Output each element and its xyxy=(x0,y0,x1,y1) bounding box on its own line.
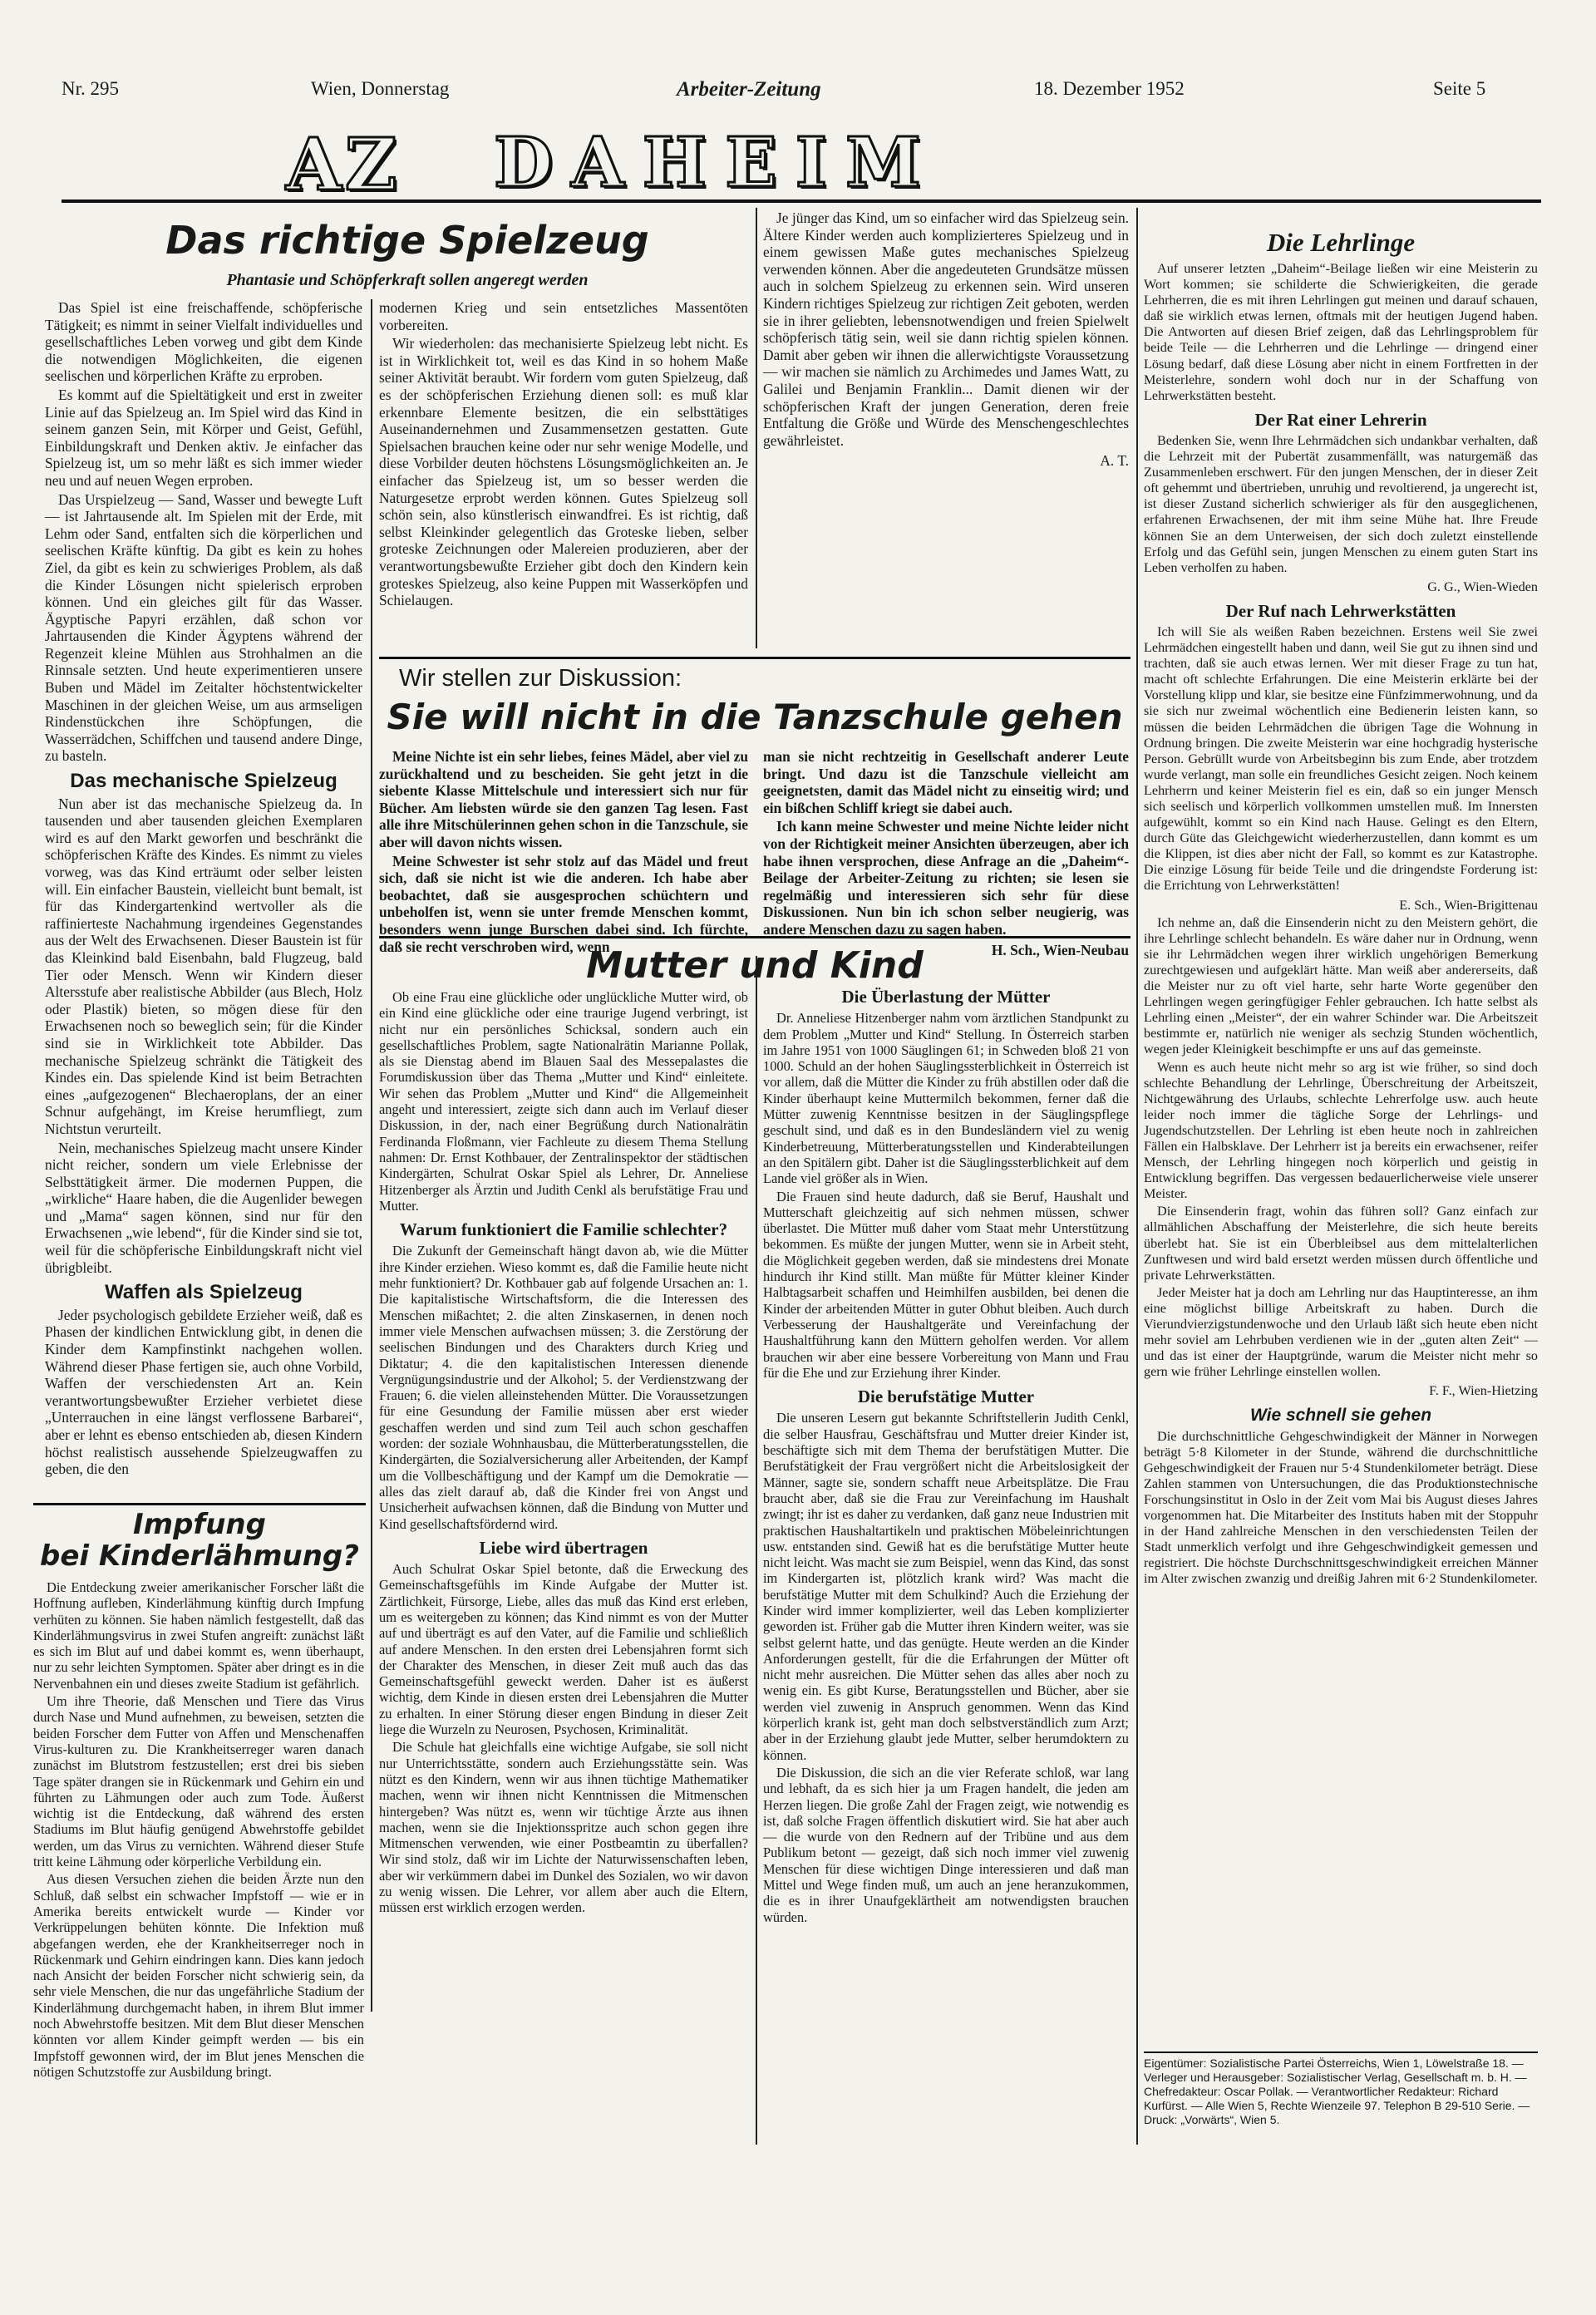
article-title-impfung: Impfung xyxy=(133,1508,266,1541)
spielzeug-column-2 xyxy=(379,299,748,611)
paragraph: Die unseren Lesern gut bekannte Schriftstellerin Judith Cenkl, die selber Hausfrau, Geschäftsfrau und Mutter dreier Kinder ist, beschäftigte sich mit dem Thema der berufstätigen Mutter. Die Berufstätigkeit der Frau vergrößert nicht die Arbeitslosigkeit der Männer, sagte sie, sondern schafft neue Arbeitsplätze. Die Frau braucht aber, daß sie die Frau zur Vereinfachung im Haushalt zwingt; ihr ist es daher zu verdanken, daß ganz neue Industrien mit praktischen Haushaltartikeln und praktischen Möbeleinrichtungen usw. entstanden sind. Gewiß hat es die berufstätige Mutter heute nicht leicht. Was macht sie zum Beispiel, wenn das Kind, das sonst im Kindergarten ist, plötzlich krank wird? Was macht die berufstätige Mutter mit dem Schulkind? Auch die Erziehung der Kinder wird immer komplizierter, weil das Leben komplizierter geworden ist. Früher gab die Mutter ihren Kindern weiter, was sie selbst gelernt hatte, und das genügte. Heute werden an die Kinder Anforderungen gestellt, für die die Erfahrungen der Mütter oft nicht mehr ausreichen. Die Mütter sehen das alles aber noch zu wenig ein. Es gibt Kurse, Beratungsstellen und Bücher, aber sie werden viel zuwenig in Anspruch genommen. Wenn das Kind körperlich krank ist, geht man doch selbstverständlich zum Arzt; aber in der Erziehung glaubt jede Mutter, selber herumdoktern zu können. xyxy=(763,1410,1129,1763)
mutter-column-1 xyxy=(379,989,748,1918)
paragraph: Ich nehme an, daß die Einsenderin nicht zu den Meistern gehört, die ihre Lehrlinge schlecht behandeln. Es wäre daher nur in Ordnung, wenn sie ihr Lehrmädchen wegen ihrer wirklich ungehörigen Bemerkung zurechtgewiesen und aufgeklärt hätte. Man weiß aber andererseits, daß die Meister nur zu oft viel harte, sehr harte Worte gegenüber den Lehrlingen wegen geringfügiger Fehler gebrauchen. Ich hatte selbst als Lehrling einen „Meister“, der ein wahrer Schinder war. Die Arbeitszeit bestimmte er, natürlich nie weniger als sechzig Stunden wöchentlich, wegen jeder Kleinigkeit beschimpfte er uns auf das gemeinste. xyxy=(1144,914,1538,1057)
paragraph: Nun aber ist das mechanische Spielzeug da. In tausenden und aber tausenden gleichen Exemplaren wird es auf den Markt geworfen und beschränkt die schöpferischen Kräfte des Kindes. Es nimmt zu vieles vorweg, was das Kind erträumt oder selber leisten will. Ein einfacher Baustein, vielleicht bunt bemalt, ist für das Kindergartenkind wertvoller als die raffinierteste Nachahmung irgendeines Gegenstandes aus der Welt des Erwachsenen. Dieser Baustein ist für das Kleinkind bald Eisenbahn, bald Flugzeug, bald Tier oder Mensch. Wenn wir Kindern dieser Altersstufe aber realistische Abbilder (aus Blech, Holz oder Plastik) bieten, so mögen diese für den Erwachsenen noch so beweglich sein; für die Kinder sind sie in Wirklichkeit tote Abbilder. Das mechanische Spielzeug schränkt die Tätigkeit des Kindes ein. Das spielende Kind ist beim Betrachten eines „aufgezogenen“ Blechaeroplans, der an einer Schnur aufgehängt, im Kreise herumfliegt, zum Nichtstun verurteilt. xyxy=(45,795,362,1137)
paragraph: Auf unserer letzten „Daheim“-Beilage ließen wir eine Meisterin zu Wort kommen; sie schilderte die Schwierigkeiten, die gerade Lehrherren, die es mit ihren Lehrlingen gut meinen und darauf schauen, daß sie wirklich etwas lernen, oftmals mit der heutigen Jugend haben. Die Antworten auf diesen Brief zeigen, daß das Lehrlingsproblem für beide Teile — die Lehrherren und die Lehrlinge — dringend einer Lösung bedarf, daß diese Lösung aber nicht in einem Fortfretten in der Meisterlehre, sondern wohl doch nur in der Schaffung von Lehrwerkstätten besteht. xyxy=(1144,261,1538,403)
paragraph: Meine Nichte ist ein sehr liebes, feines Mädel, aber viel zu zurückhaltend und zu bescheiden. Sie geht jetzt in die siebente Klasse Mittelschule und interessiert sich nur für Bücher. Am liebsten würde sie den ganzen Tag lesen. Fast alle ihre Mitschülerinnen gehen schon in die Tanzschule, sie aber will davon nichts wissen. xyxy=(379,748,748,850)
signature: G. G., Wien-Wieden xyxy=(1427,579,1538,594)
paragraph: man sie nicht rechtzeitig in Gesellschaft anderer Leute bringt. Und dazu ist die Tanzschule vielleicht am geeignetsten, damit das Mädel nicht zu einseitig wird; und ein bißchen Schliff kriegt sie dabei auch. xyxy=(763,748,1129,816)
column-rule xyxy=(756,956,757,2145)
subheading: Waffen als Spielzeug xyxy=(105,1281,303,1304)
column-rule xyxy=(371,299,372,2012)
paragraph: Dr. Anneliese Hitzenberger nahm vom ärztlichen Standpunkt zu dem Problem „Mutter und Kind“ Stellung. In Österreich starben im Jahre 1951 von 1000 Säuglingen 61; in Schweden bloß 21 von 1000. Schuld an der hohen Säuglingssterblichkeit in Österreich ist vor allem, daß die Mütter die Kinder zu früh abstillen oder daß die Kinder überhaupt keine Muttermilch bekommen, ferner daß die Mütter zuwenig Kenntnisse besitzen in der Säuglingspflege geschult sind, und daß es in den Bundesländern viel zu wenig Kinderbetreuung, Mütterberatungsstellen und Kinderabteilungen an den Spitälern gibt. Daher ist die Säuglingssterblichkeit auf dem Lande viel größer als in Wien. xyxy=(763,1010,1129,1187)
issue-number: Nr. 295 xyxy=(62,78,119,99)
subheading: Die berufstätige Mutter xyxy=(857,1387,1035,1407)
paragraph: Wir wiederholen: das mechanisierte Spielzeug lebt nicht. Es ist in Wirklichkeit tot, weil es das Kind in so hohem Maße seiner Aktivität beraubt. Wir fordern vom guten Spielzeug, daß es der schöpferischen Erziehung dienen soll: es muß klar erkennbare Elemente besitzen, die ein selbsttätiges Auseinandernehmen und Zusammensetzen gestatten. Gute Spielsachen brauchen keine oder nur sehr wenige Modelle, und diese Vorbilder deuten höchstens Lösungsmöglichkeiten an. Je einfacher das Spielzeug ist, um so besser werden die Naturgesetze erprobt werden können. Gutes Spielzeug soll schön sein, also künstlerisch einwandfrei. Es ist richtig, daß selbst Kleinkinder gelegentlich das Groteske lieben, selber groteske Zeichnungen oder Malereien produzieren, aber der verantwortungsbewußte Erzieher gibt doch den Kindern kein groteskes Spielzeug, also keine Puppen mit Wasserköpfen und Schielaugen. xyxy=(379,335,748,609)
paragraph: Auch Schulrat Oskar Spiel betonte, daß die Erweckung des Gemeinschaftsgefühls im Kinde Aufgabe der Mutter ist. Zärtlichkeit, Fürsorge, Liebe, alles das muß das Kind erst erleben, um es weitergeben zu können; das Kind nimmt es von der Mutter auf und überträgt es auf den Vater, auf die Familie und schließlich auf andere Menschen. In den ersten drei Lebensjahren formt sich der Charakter des Menschen, in dieser Zeit muß auch das das Gemeinschaftsgefühl geweckt werden. Daher ist es äußerst wichtig, dem Kinde in diesen ersten drei Lebensjahren die Mutter zu erhalten. In einer Störung dieser engen Bindung in dieser Zeit liege die Wurzeln zu Neurosen, Psychosen, Kriminalität. xyxy=(379,1561,748,1738)
article-title-tanzschule: Sie will nicht in die Tanzschule gehen xyxy=(387,697,1123,737)
paragraph: Um ihre Theorie, daß Menschen und Tiere das Virus durch Nase und Mund aufnehmen, zu beweisen, setzten die beiden Forscher dem Futter von Affen und Menschenaffen Virus-kulturen zu. Die Krankheitserreger waren danach zunächst im Blutstrom festzustellen; erst drei bis sieben Tage später drangen sie in Rückenmark und Gehirn ein und führten zu Lähmungen oder auch zum Tode. Äußerst wichtig ist die Entdeckung, daß während des ersten Stadiums im Blut häufig genügend Abwehrstoffe gebildet werden, um das Virus zu vernichten. Während dieser Stufe tritt keine Lähmung oder körperliche Verbildung ein. xyxy=(33,1693,364,1870)
tanzschule-column-1 xyxy=(379,748,748,957)
section-rule xyxy=(379,936,1130,938)
newspaper-name: Arbeiter-Zeitung xyxy=(677,78,821,101)
column-rule xyxy=(756,208,757,648)
page-header xyxy=(62,78,1541,105)
section-rule xyxy=(33,1503,366,1505)
discussion-kicker: Wir stellen zur Diskussion: xyxy=(399,665,682,692)
paragraph: Die durchschnittliche Gehgeschwindigkeit der Männer in Norwegen beträgt 5·8 Kilometer in der Stunde, während die durchschnittliche Gehgeschwindigkeit der Frauen nur 5·4 Stundenkilometer beträgt. Diese Zahlen stammen von Untersuchungen, die das Produktionstechnische Forschungsinstitut in Oslo in der Zeit vom Mai bis August dieses Jahres vorgenommen hat. Die Mitarbeiter des Instituts haben mit der Stoppuhr in der Hand zahlreiche Menschen in den verschiedensten Teilen der Stadt unmerklich verfolgt und ihre Gehgeschwindigkeit gemessen und registriert. Die höchste Durchschnittsgeschwindigkeit erreichen Männer im Alter zwischen zwanzig und dreißig Jahren mit 6·2 Stundenkilometer. xyxy=(1144,1428,1538,1587)
subheading: Der Ruf nach Lehrwerkstätten xyxy=(1225,600,1456,621)
masthead xyxy=(62,118,1541,207)
lehrlinge-column xyxy=(1144,261,1538,1589)
paragraph: Die Diskussion, die sich an die vier Referate schloß, war lang und lebhaft, da es sich hier ja um Fragen handelt, die jeden am Herzen liegen. Die große Zahl der Fragen zeigt, wie notwendig es ist, daß solche Fragen öffentlich diskutiert wird. Sie hat aber auch — die wurde von den Rednern auf der Tribüne und aus dem Publikum betont — gezeigt, daß sich noch immer viel zuwenig Menschen für diese wichtigen Dinge interessieren und daß man Mittel und Wege finden muß, um auch an jene heranzukommen, die es in ihrer Unaufgeklärtheit am notwendigsten brauchen würden. xyxy=(763,1764,1129,1925)
place-date: Wien, Donnerstag xyxy=(311,78,450,99)
signature: E. Sch., Wien-Brigittenau xyxy=(1399,897,1538,913)
mutter-column-2 xyxy=(763,989,1129,1927)
paragraph: Ich kann meine Schwester und meine Nichte leider nicht von der Richtigkeit meiner Ansichten überzeugen, aber ich habe ihnen versprochen, diese Anfrage an die „Daheim“-Beilage der Arbeiter-Zeitung zu richten; sie lesen sie regelmäßig und interessieren sich sehr für diese Diskussionen. Nun bin ich schon selber neugierig, was andere Menschen dazu zu sagen haben. xyxy=(763,818,1129,938)
signature: H. Sch., Wien-Neubau xyxy=(991,941,1129,958)
spielzeug-column-3 xyxy=(763,209,1129,471)
paragraph: Aus diesen Versuchen ziehen die beiden Ärzte nun den Schluß, daß selbst ein schwacher Impfstoff — wie er in Amerika bereits entwickelt wurde — Kinder vor Verkrüppelungen behüten könnte. Die Infektion muß abgefangen werden, ehe der Krankheitserreger noch in Rückenmark und Gehirn eindringen kann. Dies kann jedoch nach Ansicht der beiden Forscher nicht schwierig sein, da sehr viele Menschen, die nur das ungefährliche Stadium der Kinderlähmung durchgemacht haben, in ihrem Blut immer noch Abwehrstoffe besitzen. Mit dem Blut dieser Menschen könnten vor allem Kinder geimpft werden — bis ein Impfstoff gewonnen wird, der im Blut jenes Menschen die nötigen Schutzstoffe zur Ausbildung bringt. xyxy=(33,1871,364,2080)
paragraph: Meine Schwester ist sehr stolz auf das Mädel und freut sich, daß sie nicht ist wie die anderen. Ich habe aber beobachtet, daß sie ausgesprochen schüchtern und unbeholfen ist, wenn sie unter fremde Menschen kommt, besonders wenn junge Burschen dabei sind. Ich fürchte, daß sie recht verschroben wird, wenn xyxy=(379,852,748,955)
article-title-impfung-line2: bei Kinderlähmung? xyxy=(40,1539,359,1573)
paragraph: Wenn es auch heute nicht mehr so arg ist wie früher, so sind doch schlechte Behandlung der Lehrlinge, Überschreitung der Arbeitszeit, Nichtgewährung des Urlaubs, schlechte Lehrerfolge usw. auch heute leider noch immer die tägliche Sorge der Lehrlings- und Jugendschutzstellen. Der Lehrling ist eben heute noch in zahlreichen Fällen ein Halbsklave. Der Lehrherr ist ja bereits ein erwachsener, reifer Mensch, der Lehrling hingegen noch körperlich und geistig in Entwicklung begriffen. Das vergessen bedauerlicherweise viele unserer Meister. xyxy=(1144,1059,1538,1202)
article-title-mutter: Mutter und Kind xyxy=(586,944,924,987)
signature: A. T. xyxy=(1100,452,1129,470)
paragraph: Das Urspielzeug — Sand, Wasser und bewegte Luft — ist Jahrtausende alt. Im Spielen mit der Erde, mit Lehm oder Sand, entfalten sich die körperlichen und seelischen Kräfte künftig. Da gibt es kein zu hohes Ziel, da gibt es kein zu schwieriges Problem, als daß die Kinder Lösungen nicht spielerisch erproben können. Und ein gleiches gilt für das Wasser. Ägyptische Papyri erzählen, daß schon vor Jahrtausenden die Kinder Ägyptens während der Regenzeit kleine Mühlen aus Strohhalmen an die Rinnsale setzten. Und heute experimentieren unsere Buben und Mädel im Zeitalter höchstentwickelter Maschinen in der gleichen Weise, um aus armseligen Rindenstückchen ihre Schöpfungen, die Wasserrädchen, Schiffchen und tausend andere Dinge, zu basteln. xyxy=(45,490,362,765)
article-subtitle-spielzeug: Phantasie und Schöpferkraft sollen angeregt werden xyxy=(226,271,589,289)
paragraph: modernen Krieg und sein entsetzliches Massentöten vorbereiten. xyxy=(379,299,748,333)
imprint-rule xyxy=(1144,2051,1538,2053)
paragraph: Die Schule hat gleichfalls eine wichtige Aufgabe, sie soll nicht nur Unterrichtsstätte, sondern auch Erziehungsstätte sein. Was nützt es den Kindern, wenn wir aus ihnen tüchtige Mathematiker machen, wenn wir ihnen nicht Kenntnissen die Mitmenschen hintergeben? Was nützt es, wenn wir tüchtige Ärzte aus ihnen machen, wenn sie die Injektionsspritze auch schon gegen ihre Mitmenschen verwenden, wie einer Postbeamtin zu überfallen? Wir sind stolz, daß wir im Lichte der Naturwissenschaften leben, aber wir verkümmern dabei im Dunkel des Sozialen, wo wir davon zu wenig wissen. Die Lehrer, vor allem aber auch die Eltern, müssen erst wirklich erzogen werden. xyxy=(379,1739,748,1916)
subheading: Liebe wird übertragen xyxy=(479,1537,648,1558)
section-rule xyxy=(379,657,1130,659)
subheading: Das mechanische Spielzeug xyxy=(70,770,337,793)
paragraph: Je jünger das Kind, um so einfacher wird das Spielzeug sein. Ältere Kinder werden auch komplizierteres Spielzeug und in einem gewissen Maße gutes mechanisches Spielzeug verwenden können. Aber die angedeuteten Grundsätze müssen auch in solchem Spielzeug zu erkennen sein. Wird unseren Kindern richtiges Spielzeug zur richtigen Zeit geboten, werden sie in ihrer geliebten, lebensnotwendigen und freien Spielwelt schöpferisch tätig sein, weil sie dann richtig spielen können. Damit aber geben wir ihnen die allerwichtigste Voraussetzung — wir machen sie nämlich zu Archimedes und James Watt, zu Galilei und Benjamin Franklin... Damit dienen wir der schöpferischen Kraft der jungen Generation, deren freie Entfaltung die Größe und Würde des Menschengeschlechtes gewährleistet. xyxy=(763,209,1129,449)
signature: F. F., Wien-Hietzing xyxy=(1429,1383,1538,1399)
subheading: Die Überlastung der Mütter xyxy=(841,987,1051,1007)
column-rule xyxy=(1136,208,1138,2145)
impfung-column xyxy=(33,1579,364,2081)
spielzeug-column-1 xyxy=(45,299,362,1480)
imprint: Eigentümer: Sozialistische Partei Österreichs, Wien 1, Löwelstraße 18. — Verleger und Herausgeber: Sozialistischer Verlag, Gesellschaft m. b. H. — Chefredakteur: Oscar Pollak. — Verantwortlicher Redakteur: Richard Kurfürst. — Alle Wien 5, Rechte Wienzeile 97. Telephon B 29-510 Serie. — Druck: „Vorwärts“, Wien 5. xyxy=(1144,2056,1530,2126)
paragraph: Ob eine Frau eine glückliche oder unglückliche Mutter wird, ob ein Kind eine glückliche oder eine traurige Jugend verbringt, ist nicht nur ein persönliches Schicksal, sondern auch ein gesellschaftliches Problem, sagte Nationalrätin Marianne Pollak, als sie Dienstag abend im Blauen Saal des Messepalastes die Forumdiskussion über das Thema „Mutter und Kind“ einleitete. Wir sehen das Problem „Mutter und Kind“ die Allgemeinheit angeht und interessiert, zeigte sich dann auch im Verlauf dieser Diskussion, in der, nach einer Begrüßung durch Nationalrätin Ferdinanda Floßmann, vier Fachleute zu diesem Thema Stellung nahmen: Dr. Ernst Kothbauer, der Zentralinspektor der städtischen Kindergärten, Schulrat Oskar Spiel als Lehrer, Dr. Anneliese Hitzenberger als Ärztin und Judith Cenkl als berufstätige Frau und Mutter. xyxy=(379,989,748,1214)
masthead-rule xyxy=(62,199,1541,203)
paragraph: Die Einsenderin fragt, wohin das führen soll? Ganz einfach zur allmählichen Abschaffung der Meisterlehre, die sich heute bereits überlebt hat. Sie ist ein Überbleibsel aus dem mittelalterlichen Zunftwesen und wird bald ersetzt werden müssen durch öffentliche und private Lehrwerkstätten. xyxy=(1144,1204,1538,1283)
paragraph: Die Frauen sind heute dadurch, daß sie Beruf, Haushalt und Mutterschaft gleichzeitig auf sich nehmen müssen, schwer überlastet. Die Mütter muß daher vom Staat mehr Unterstützung bekommen. Es müßte der jungen Mutter, wenn sie in Arbeit steht, die Möglichkeit gegeben werden, daß sie mindestens drei Monate hindurch ihr Kind stillt. Man müßte für Mütter kleiner Kinder Halbtagsarbeit schaffen und Heimhilfen ausbilden, bei denen die Kinder der arbeitenden Mütter in guter Obhut bleiben. Auch durch Verbesserung der Haushaltgeräte und Vereinfachung der Haushaltführung kann den Müttern geholfen werden. Vor allem brauchen wir aber eine bessere Vorbereitung von Mann und Frau für die Ehe und zur Erziehung ihrer Kinder. xyxy=(763,1188,1129,1381)
paragraph: Die Zukunft der Gemeinschaft hängt davon ab, wie die Mütter ihre Kinder erziehen. Wieso kommt es, daß die Familie heute nicht mehr funktioniert? Dr. Kothbauer gab auf folgende Ursachen an: 1. Die kapitalistische Wirtschaftsform, die die Interessen des Menschen mißachtet; 2. die alten Zinskasernen, in denen noch immer viele Menschen aufwachsen müssen; 3. die Zerstörung der seelischen Bindungen und des Charakters durch Krieg und Diktatur; 4. die den kapitalistischen Interessen dienende Vergnügungsindustrie und der Alkohol; 5. der Verdienstzwang der Frauen; 6. die vielen alleinstehenden Mütter. Die Voraussetzungen für eine Gesundung der Familie müssen aber erst wieder geschaffen werden und sind zum Teil auch schon geschaffen worden: der soziale Wohnhausbau, die Mütterberatungsstellen, die Kindergärten, die Sozialversicherung aller Arbeitenden, der Kampf um die Vollbeschäftigung und der Kampf um die Demokratie — alles das zielt darauf ab, daß die Kinder frei von Angst und Unsicherheit aufwachsen können, daß die Bindung von Mutter und Kind gesellschaftsfördernd wird. xyxy=(379,1243,748,1532)
masthead-title: DAHEIM xyxy=(494,123,939,203)
paragraph: Die Entdeckung zweier amerikanischer Forscher läßt die Hoffnung aufleben, Kinderlähmung künftig durch Impfung verhüten zu können. Sie haben nämlich festgestellt, daß das Kinderlähmungsvirus in zwei Stufen angreift: zunächst läßt es sich im Blut auf und dabei kommt es, wenn überhaupt, nur zu sehr leichten Symptomen. Später aber dringt es in die Nervenbahnen ein und dieses zweite Stadium ist gefährlich. xyxy=(33,1579,364,1692)
masthead-logo: AZ xyxy=(286,123,401,207)
paragraph: Nein, mechanisches Spielzeug macht unsere Kinder nicht reicher, sondern um viele Erlebnisse der Selbsttätigkeit ärmer. Die modernen Puppen, die „wirkliche“ Haare haben, die die Augenlider bewegen und „Mama“ sagen können, sind nur für den Erwachsenen „wie lebend“, für die Kinder sind sie tot, weil für die schöpferische Einbildungskraft nicht viel übrigbleibt. xyxy=(45,1139,362,1276)
article-title-spielzeug: Das richtige Spielzeug xyxy=(165,218,649,263)
paragraph: Jeder Meister hat ja doch am Lehrling nur das Hauptinteresse, an ihm eine möglichst billige Arbeitskraft zu haben. Durch die Vierundvierzigstundenwoche und den Urlaub läßt sich heute eben nicht mehr soviel am Lehrbuben verdienen wie in der „guten alten Zeit“ — und das ist einer der Hauptgründe, warum die Meister nicht mehr so gern wie früher Lehrlinge einstellen wollen. xyxy=(1144,1284,1538,1380)
page-number: Seite 5 xyxy=(1433,78,1486,99)
issue-date: 18. Dezember 1952 xyxy=(1034,78,1185,99)
paragraph: Ich will Sie als weißen Raben bezeichnen. Erstens weil Sie zwei Lehrmädchen eingestellt haben und dann, weil Sie gut zu ihnen sind und trachten, daß sie auch etwas lernen. Wer mit dieser Frage zu tun hat, macht oft schlechte Erfahrungen. Die eine Meisterin erklärte bei der Vorstellung klipp und klar, sie besitze eine Fünfzimmerwohnung, und da sie sich nur zweimal wöchentlich eine Bedienerin leisten kann, so müssen die beiden Lehrmädchen die übrigen Tage die Wohnung in Ordnung bringen. Die zweite Meisterin war eine hochgradig hysterische Person. Gebrüllt wurde von Arbeitsbeginn bis zum Ende, aber trotzdem wurde verlangt, man solle ein freundliches Gesicht zeigen. Noch keinem Lehrherrn und keiner Meisterin fiel es ein, daß so ein junger Mensch sich seelisch und körperlich vollkommen umstellen muß. Im Innersten aufgewühlt, kommt so ein Kind nach Hause. Gelingt es den Eltern, durch Güte das Gleichgewicht wiederherzustellen, dann kommt es um die Klippen, ist dies aber nicht der Fall, so kommt es zur Katastrophe. Die einzige Lösung für beide Teile und die dringendste Forderung ist: die Errichtung von Lehrwerkstätten! xyxy=(1144,623,1538,894)
paragraph: Das Spiel ist eine freischaffende, schöpferische Tätigkeit; es nimmt in seiner Vielfalt individuelles und gesellschaftliches Leben vorweg und gibt dem Kinde die notwendigen Möglichkeiten, die eigenen seelischen und körperlichen Kräfte zu erproben. xyxy=(45,299,362,385)
subheading: Warum funktioniert die Familie schlechter? xyxy=(399,1219,728,1240)
tanzschule-column-2 xyxy=(763,748,1129,960)
subheading: Der Rat einer Lehrerin xyxy=(1254,409,1427,430)
subheading: Wie schnell sie gehen xyxy=(1249,1406,1432,1426)
paragraph: Jeder psychologisch gebildete Erzieher weiß, daß es Phasen der kindlichen Entwicklung gibt, in denen die Kinder dem Kampfinstinkt nachgehen wollen. Während dieser Phase fertigen sie, auch ohne Vorbild, Waffen der verschiedensten Art an. Kein verantwortungsbewußter Erzieher verbietet diese „Unterrauchen in eine längst verflossene Barbarei“, aber er lehnt es ebenso entschieden ab, diesen Kindern höchst realistisch aussehende Spielzeugwaffen zu geben, die den xyxy=(45,1306,362,1478)
paragraph: Es kommt auf die Spieltätigkeit und erst in zweiter Linie auf das Spielzeug an. Im Spiel wird das Kind in seinem ganzen Sein, mit Körper und Geist, Gefühl, Einbildungskraft und Denken aktiv. Je einfacher das Spielzeug ist, um so mehr läßt es sich immer wieder neu und auf neuen Wegen erproben. xyxy=(45,386,362,489)
article-title-lehrlinge: Die Lehrlinge xyxy=(1266,228,1416,257)
paragraph: Bedenken Sie, wenn Ihre Lehrmädchen sich undankbar verhalten, daß die Lehrzeit mit der Pubertät zusammenfällt, was naturgemäß das Zusammenleben erschwert. Für den jungen Menschen, der in dieser Zeit oft gehemmt und übertrieben, unruhig und revoltierend, ja ungerecht ist, ist dieser Zustand sicherlich schwieriger als für den ausgeglichenen, erfahrenen Erwachsenen, der mit ihm seine Mühe hat. Ihre Freude können Sie an dem Unterweisen, der sich doch zuletzt einstellende Erfolg und das Gefühl sein, jungen Menschen zu einem guten Start ins Leben verholfen zu haben. xyxy=(1144,432,1538,575)
